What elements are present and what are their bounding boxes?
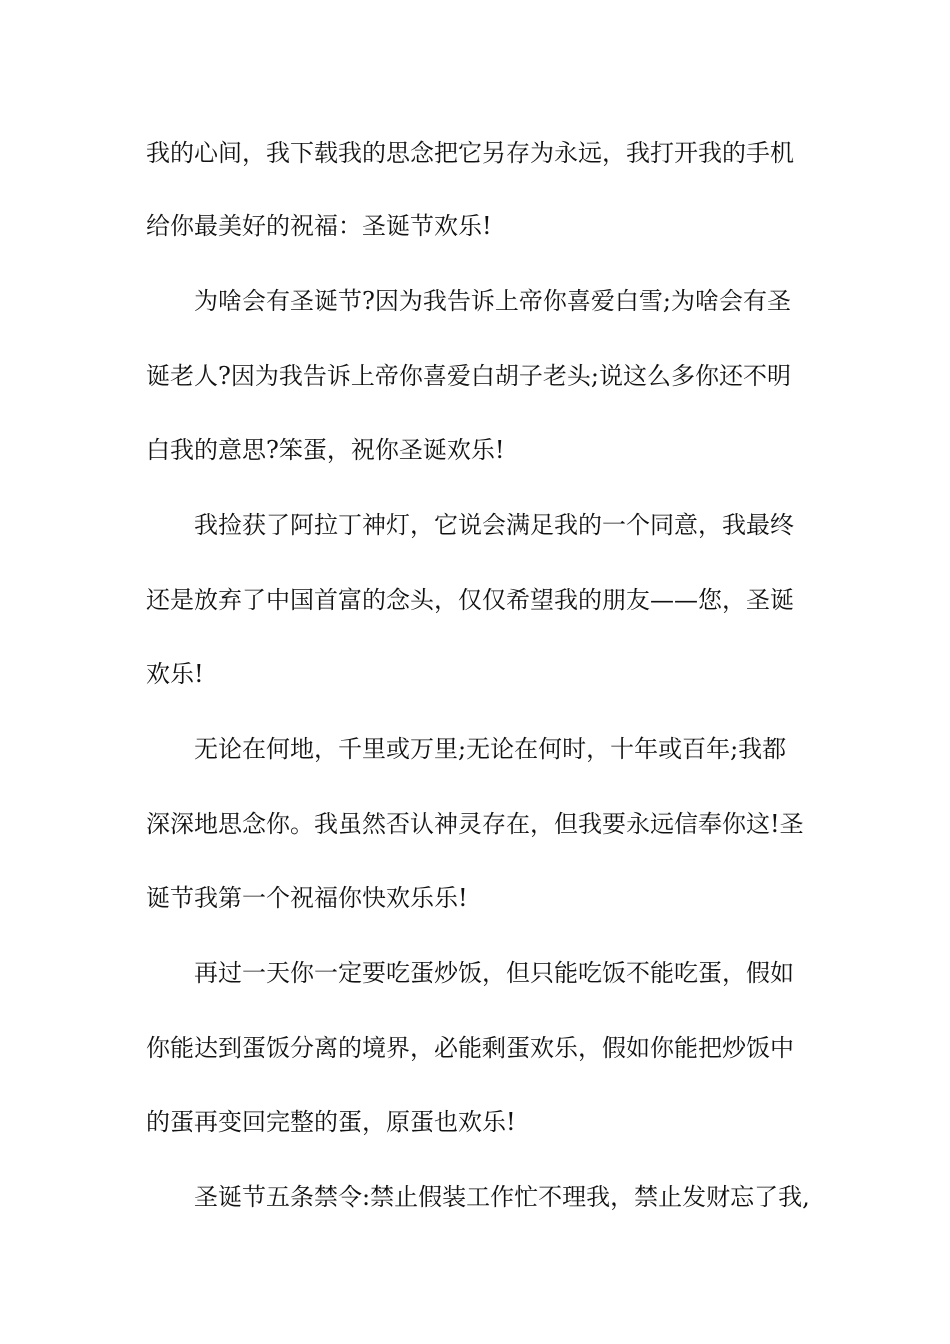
paragraph-first-line: 圣诞节五条禁令:禁止假装工作忙不理我，禁止发财忘了我, [194, 1183, 810, 1211]
text-line: 诞节我第一个祝福你快欢乐乐! [146, 884, 468, 912]
paragraph-first-line: 我捡获了阿拉丁神灯，它说会满足我的一个同意，我最终 [194, 511, 794, 539]
text-line: 我的心间，我下载我的思念把它另存为永远，我打开我的手机 [146, 139, 794, 167]
text-line: 还是放弃了中国首富的念头，仅仅希望我的朋友——您，圣诞 [146, 586, 794, 614]
paragraph-first-line: 为啥会有圣诞节?因为我告诉上帝你喜爱白雪;为啥会有圣 [194, 287, 791, 315]
text-line: 诞老人?因为我告诉上帝你喜爱白胡子老头;说这么多你还不明 [146, 362, 791, 390]
paragraph-first-line: 无论在何地，千里或万里;无论在何时，十年或百年;我都 [194, 735, 787, 763]
text-line: 深深地思念你。我虽然否认神灵存在，但我要永远信奉你这!圣 [146, 810, 804, 838]
paragraph-first-line: 再过一天你一定要吃蛋炒饭，但只能吃饭不能吃蛋，假如 [194, 959, 794, 987]
text-line: 欢乐! [146, 660, 204, 688]
text-line: 给你最美好的祝福：圣诞节欢乐! [146, 212, 492, 240]
text-line: 白我的意思?笨蛋，祝你圣诞欢乐! [146, 436, 505, 464]
text-line: 你能达到蛋饭分离的境界，必能剩蛋欢乐，假如你能把炒饭中 [146, 1034, 794, 1062]
text-line: 的蛋再变回完整的蛋，原蛋也欢乐! [146, 1108, 516, 1136]
